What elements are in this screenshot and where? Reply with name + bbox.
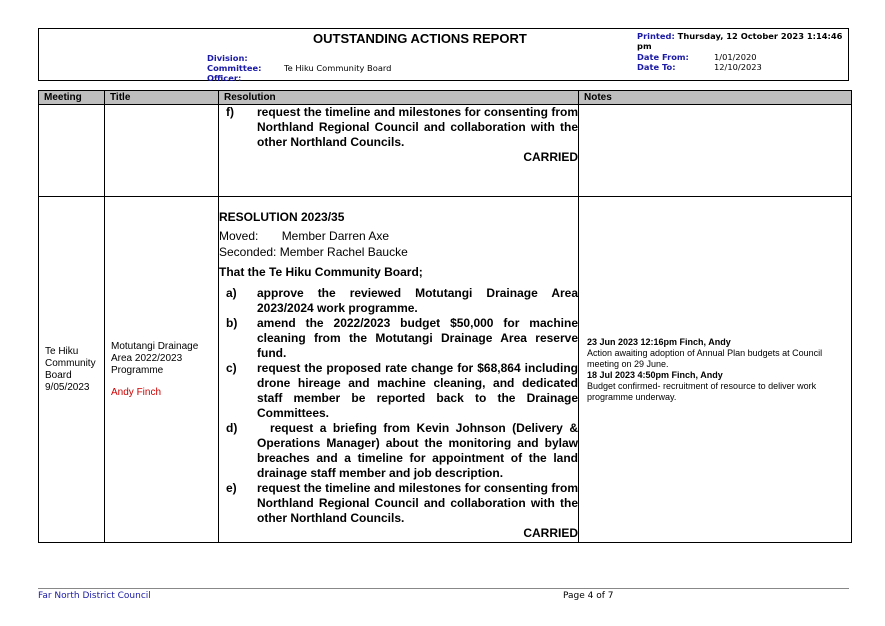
date-to-label: Date To: [637,62,676,72]
date-from-value: 1/01/2020 [714,52,757,62]
notes-cell [579,197,852,543]
printed-value: Thursday, 12 October 2023 1:14:46 [677,31,843,41]
officer-name: Andy Finch [111,386,162,398]
note-heading: 23 Jun 2023 12:16pm Finch, Andy [587,336,731,347]
resolution-cell [219,197,579,543]
footer-divider [38,588,849,589]
resolution-item: e) request the timeline and milestones for consenting from Northland Regional Council and collaboration with the other Northland Councils. [226,481,578,525]
note-body: Action awaiting adoption of Annual Plan budgets at Council meeting on 29 June. [587,347,823,369]
officer-label: Officer: [207,73,242,83]
report-header [38,28,849,81]
seconded-line: Seconded: Member Rachel Baucke [219,245,408,259]
resolution-heading: RESOLUTION 2023/35 [219,210,345,224]
footer-org: Far North District Council [38,591,151,601]
printed-value-2: pm [637,41,652,51]
resolution-cell [219,105,579,197]
date-to-value: 12/10/2023 [714,62,762,72]
printed-label: Printed: [637,31,675,41]
actions-table [38,90,852,543]
note-body: Budget confirmed- recruitment of resource to deliver work programme underway. [587,380,817,402]
resolution-item: f) request the timeline and milestones for consenting from Northland Regional Council and collaboration with the other Northland Councils. [226,105,578,149]
meeting-cell: Te Hiku Community Board 9/05/2023 [39,197,105,543]
carried-label: CARRIED [523,150,578,164]
col-title: Title [105,91,219,105]
resolution-item: d) request a briefing from Kevin Johnson (Delivery & Operations Manager) about the monitoring and bylaw breaches and a timeline for appointment of the land drainage staff member and job description. [226,421,578,480]
carried-label: CARRIED [523,526,578,540]
col-resolution: Resolution [219,91,579,105]
resolution-item: b) amend the 2022/2023 budget $50,000 for machine cleaning from the Motutangi Drainage Area reserve fund. [226,316,578,360]
committee-value: Te Hiku Community Board [284,63,392,73]
resolution-item: a) approve the reviewed Motutangi Drainage Area 2023/2024 work programme. [226,286,578,315]
division-label: Division: [207,53,248,63]
footer-page-number: Page 4 of 7 [563,591,614,601]
printed-line [637,31,842,41]
col-meeting: Meeting [39,91,105,105]
table-row [39,197,852,543]
resolution-item: c) request the proposed rate change for $68,864 including drone hireage and machine cleaning, and dedicated staff member be reported back to the Drainage Committees. [226,361,578,420]
moved-line: Moved: Member Darren Axe [219,229,390,243]
date-from-label: Date From: [637,52,689,62]
col-notes: Notes [579,91,852,105]
title-cell: Motutangi Drainage Area 2022/2023 Programme Andy Finch [105,197,219,543]
committee-label: Committee: [207,63,262,73]
report-title: OUTSTANDING ACTIONS REPORT [313,31,527,46]
resolution-intro: That the Te Hiku Community Board; [219,265,423,279]
note-heading: 18 Jul 2023 4:50pm Finch, Andy [587,369,723,380]
table-row [39,105,852,197]
